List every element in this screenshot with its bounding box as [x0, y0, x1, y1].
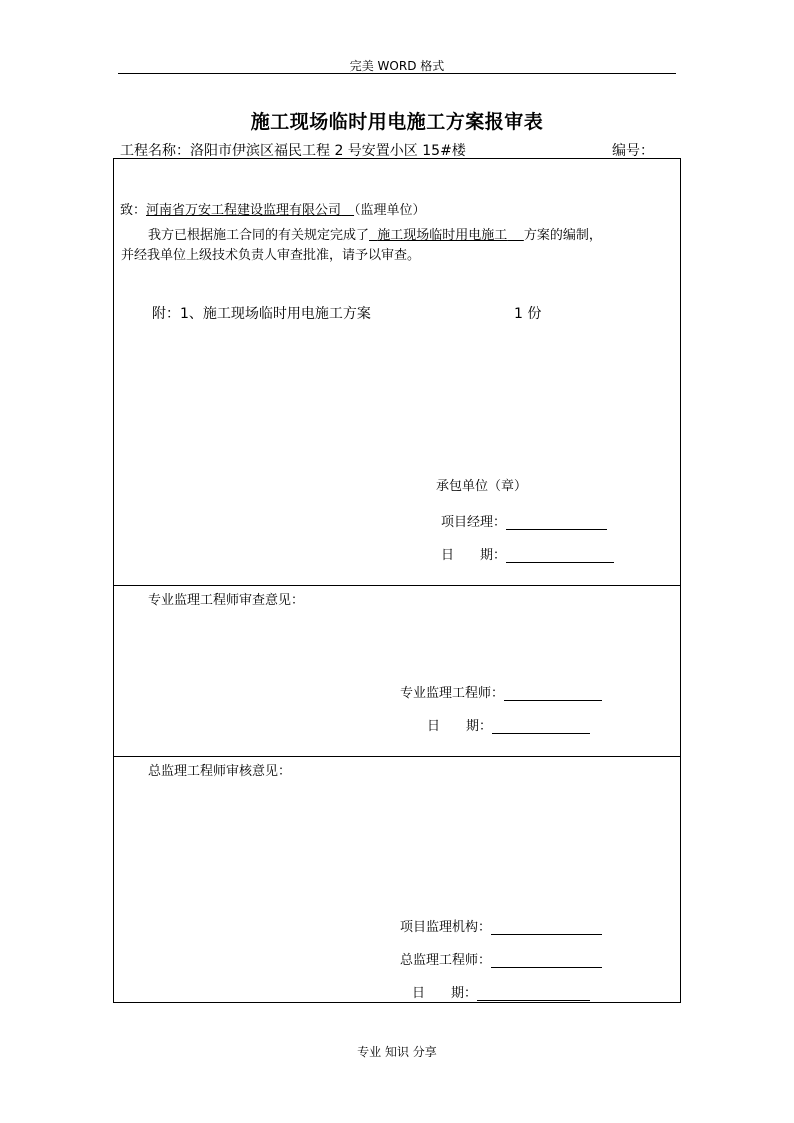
page-header: 完美 WORD 格式	[349, 59, 445, 73]
specialist-engineer-field: 专业监理工程师：	[400, 682, 602, 701]
body-line-1: 我方已根据施工合同的有关规定完成了 施工现场临时用电施工 方案的编制，	[148, 228, 602, 243]
body-line-2: 并经我单位上级技术负责人审查批准，请予以审查。	[121, 248, 421, 263]
project-name: 工程名称：洛阳市伊滨区福民工程 2 号安置小区 15#楼	[120, 143, 466, 159]
recipient-suffix: （监理单位）	[354, 203, 426, 218]
manager-signature-line[interactable]	[506, 528, 607, 530]
recipient-line	[120, 199, 426, 218]
to-prefix: 致：	[120, 203, 147, 218]
document-title: 施工现场临时用电施工方案报审表	[250, 111, 544, 133]
attachment-count: 1 份	[514, 306, 542, 322]
org-signature-line[interactable]	[491, 933, 602, 935]
chief-signature-line[interactable]	[491, 966, 602, 968]
supervision-org-field: 项目监理机构：	[400, 916, 602, 935]
date-field-2: 日 期：	[427, 715, 590, 734]
page-footer: 专业 知识 分享	[357, 1045, 437, 1059]
specialist-review-section	[113, 585, 681, 757]
header-divider	[118, 73, 676, 74]
plan-name: 施工现场临时用电施工	[377, 228, 508, 243]
serial-number-label: 编号：	[612, 143, 654, 159]
date-line-1[interactable]	[506, 561, 614, 563]
recipient-name: 河南省万安工程建设监理有限公司	[146, 203, 342, 218]
date-field-3: 日 期：	[412, 982, 590, 1001]
specialist-signature-line[interactable]	[504, 699, 602, 701]
project-manager-field: 项目经理：	[441, 511, 607, 530]
chief-review-heading: 总监理工程师审核意见：	[148, 764, 292, 779]
date-line-3[interactable]	[477, 999, 590, 1001]
chief-engineer-field: 总监理工程师：	[400, 949, 602, 968]
date-field-1: 日 期：	[441, 544, 614, 563]
attachment-item: 附：1、施工现场临时用电施工方案	[152, 306, 371, 322]
specialist-review-heading: 专业监理工程师审查意见：	[148, 593, 305, 608]
contractor-seal-label: 承包单位（章）	[436, 479, 528, 494]
date-line-2[interactable]	[492, 732, 590, 734]
